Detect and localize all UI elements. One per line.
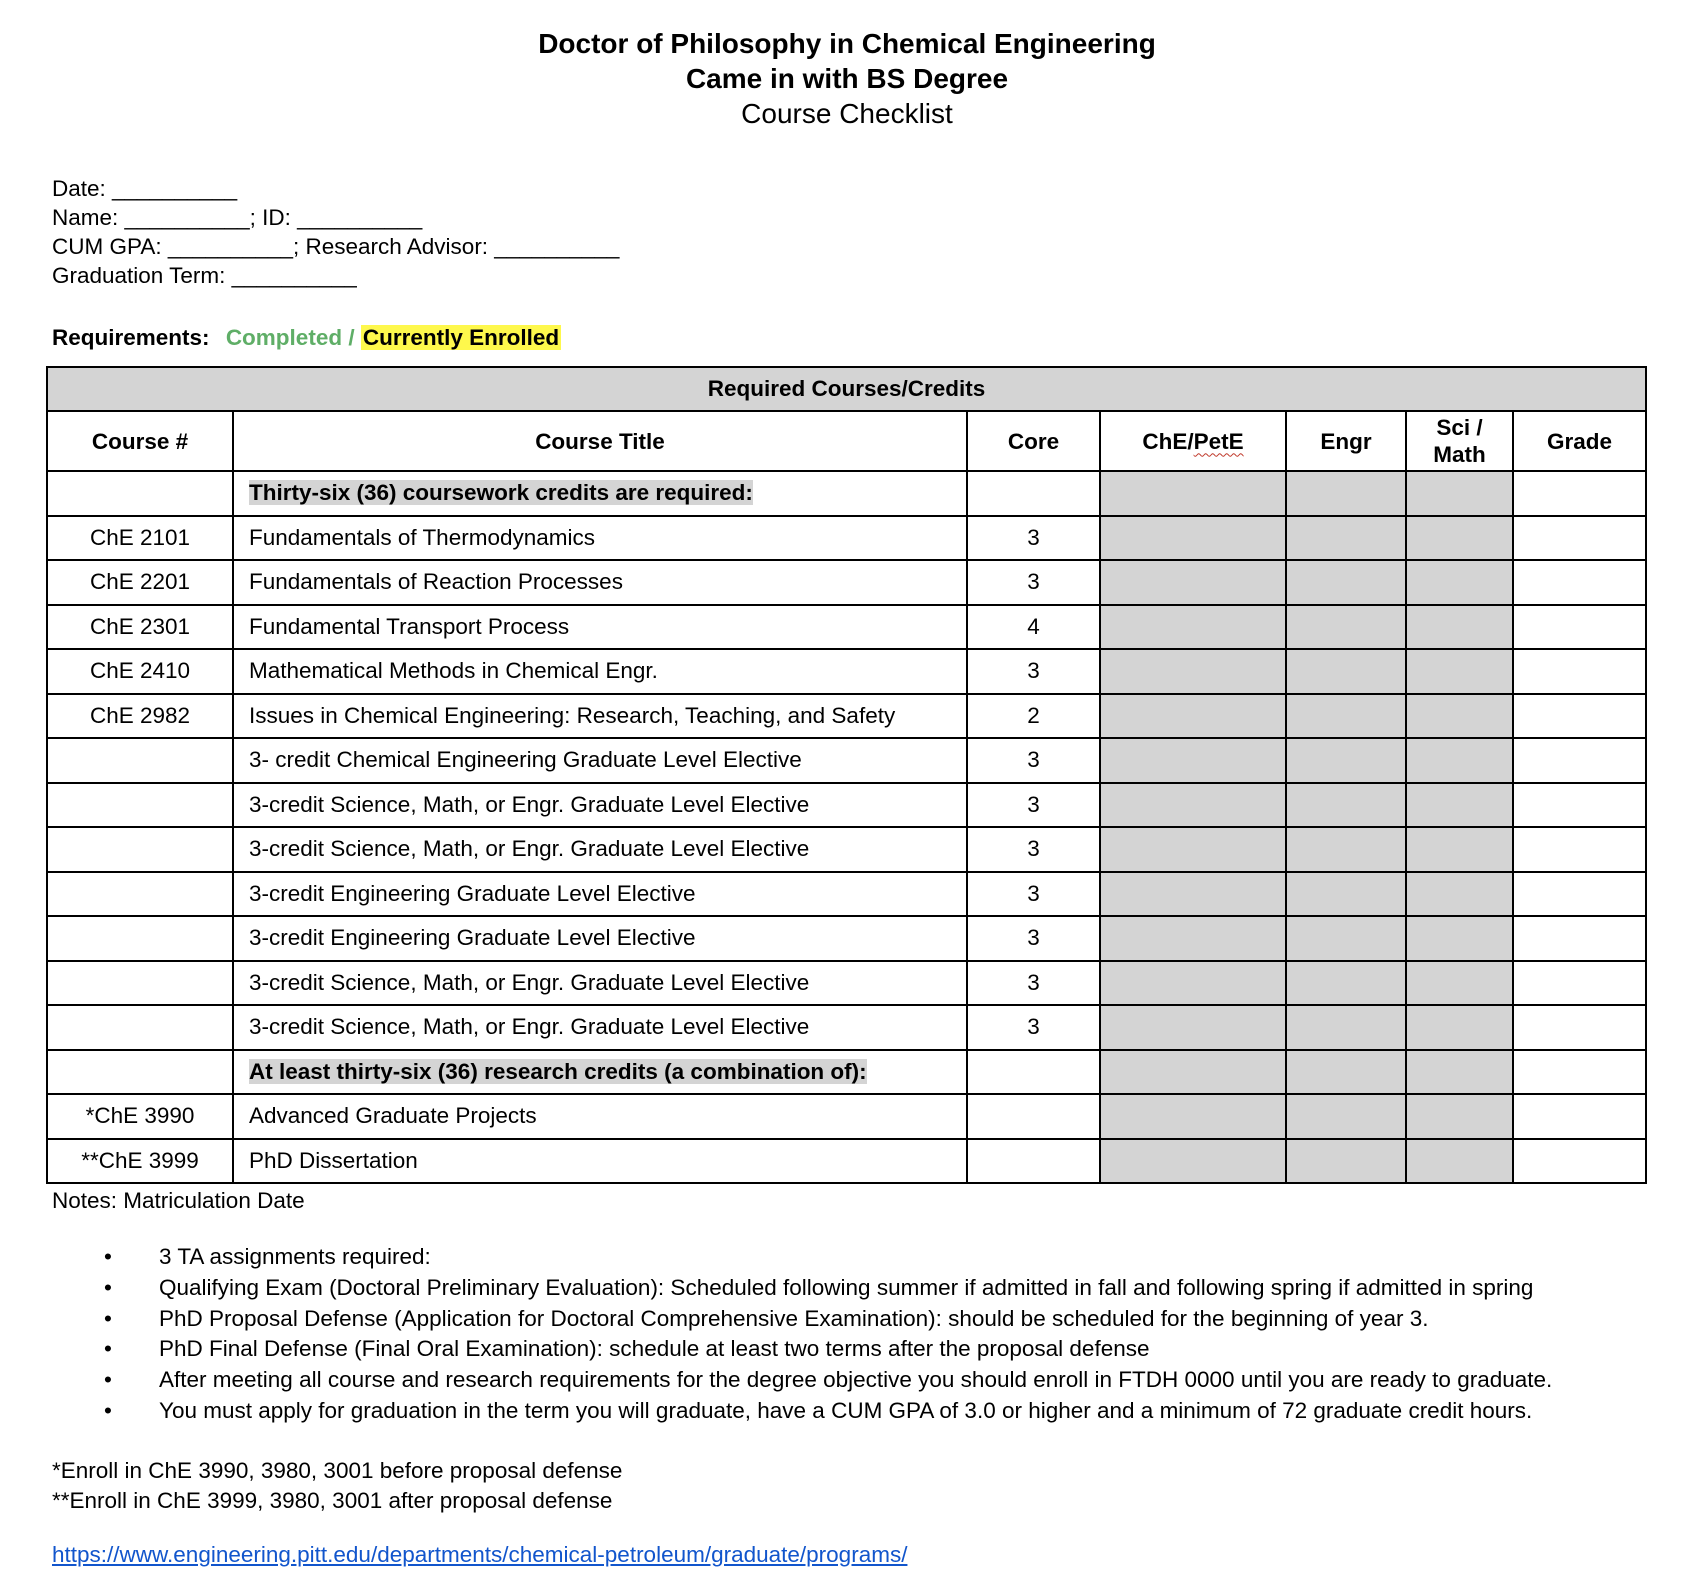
table-row [47,1139,1646,1184]
table-row [47,872,1646,917]
grade-cell [1513,1050,1646,1095]
grade-cell [1513,783,1646,828]
grade-cell [1513,605,1646,650]
col-core: Core [967,411,1100,471]
core-credits: 3 [967,649,1100,694]
bullet-icon: • [104,1336,112,1362]
coursework-heading: Thirty-six (36) coursework credits are required: [249,480,753,506]
grade-cell [1513,1005,1646,1050]
requirements-label: Requirements: [52,325,210,350]
grade-cell [1513,738,1646,783]
list-item [52,1365,1552,1396]
table-row [47,916,1646,961]
core-credits [967,1139,1100,1184]
col-engr: Engr [1286,411,1406,471]
course-title: Mathematical Methods in Chemical Engr. [233,649,967,694]
course-title: Advanced Graduate Projects [233,1094,967,1139]
document-title-block [0,26,1694,131]
completed-legend: Completed / [225,325,355,350]
graduation-term-field: Graduation Term: __________ [52,263,357,288]
course-number: **ChE 3999 [47,1139,233,1184]
checklist-title: Course Checklist [741,98,953,129]
col-che-pete [1100,411,1286,471]
core-credits: 3 [967,1005,1100,1050]
list-item [52,1334,1552,1365]
course-number [47,783,233,828]
list-item [52,1304,1552,1335]
core-credits: 3 [967,961,1100,1006]
table-row [47,738,1646,783]
requirements-legend [52,325,561,351]
grade-cell [1513,1094,1646,1139]
core-credits: 3 [967,872,1100,917]
core-credits: 3 [967,916,1100,961]
note-text: You must apply for graduation in the term you will graduate, have a CUM GPA of 3.0 or higher and a minimum of 72 graduate credit hours. [159,1397,1533,1423]
col-sci-math [1406,411,1513,471]
course-number: ChE 2301 [47,605,233,650]
required-courses-table [46,366,1647,1184]
degree-subtitle: Came in with BS Degree [685,63,1009,94]
course-number: ChE 2101 [47,516,233,561]
program-link[interactable]: https://www.engineering.pitt.edu/departments/chemical-petroleum/graduate/programs/ [52,1542,908,1567]
course-number: *ChE 3990 [47,1094,233,1139]
gpa-advisor-field: CUM GPA: __________; Research Advisor: __________ [52,234,620,259]
col-sci-math-line1: Sci / [1436,415,1483,440]
list-item [52,1273,1552,1304]
research-heading: At least thirty-six (36) research credits (a combination of): [249,1058,867,1084]
research-heading-row [47,1050,1646,1095]
note-text: PhD Final Defense (Final Oral Examination): schedule at least two terms after the proposal defense [159,1336,1150,1362]
course-number [47,1005,233,1050]
bullet-icon: • [104,1397,112,1423]
enrolled-legend: Currently Enrolled [362,325,560,350]
grade-cell [1513,1139,1646,1184]
course-number [47,872,233,917]
course-number: ChE 2201 [47,560,233,605]
footnote-single: *Enroll in ChE 3990, 3980, 3001 before proposal defense [52,1458,623,1483]
course-title: 3-credit Science, Math, or Engr. Graduate Level Elective [233,783,967,828]
table-row [47,961,1646,1006]
core-credits: 3 [967,560,1100,605]
course-title: Fundamental Transport Process [233,605,967,650]
grade-cell [1513,827,1646,872]
coursework-heading-row [47,471,1646,516]
date-field: Date: __________ [52,176,238,201]
note-text: After meeting all course and research requirements for the degree objective you should enroll in FTDH 0000 until you are ready to graduate. [159,1367,1553,1393]
course-title: Fundamentals of Reaction Processes [233,560,967,605]
course-number [47,827,233,872]
col-course-num: Course # [47,411,233,471]
core-credits: 3 [967,827,1100,872]
table-row [47,649,1646,694]
bullet-icon: • [104,1305,112,1331]
grade-cell [1513,471,1646,516]
grade-cell [1513,872,1646,917]
course-title: 3-credit Science, Math, or Engr. Graduate Level Elective [233,961,967,1006]
col-che-pete-prefix: ChE/ [1142,428,1194,454]
grade-cell [1513,916,1646,961]
grade-cell [1513,649,1646,694]
core-credits: 2 [967,694,1100,739]
note-text: Qualifying Exam (Doctoral Preliminary Evaluation): Scheduled following summer if admitted in fall and following spring if admitted in spring [159,1274,1534,1300]
footnotes [52,1456,622,1515]
table-banner: Required Courses/Credits [47,367,1646,411]
list-item [52,1242,1552,1273]
col-course-title: Course Title [233,411,967,471]
table-row [47,560,1646,605]
course-title: 3-credit Engineering Graduate Level Elective [233,872,967,917]
course-title: 3- credit Chemical Engineering Graduate Level Elective [233,738,967,783]
footnote-double: **Enroll in ChE 3999, 3980, 3001 after proposal defense [52,1487,613,1513]
list-item [52,1396,1552,1427]
course-title: 3-credit Science, Math, or Engr. Graduate Level Elective [233,1005,967,1050]
course-title: 3-credit Engineering Graduate Level Elective [233,916,967,961]
grade-cell [1513,961,1646,1006]
student-info-fields [52,174,619,290]
course-number: ChE 2982 [47,694,233,739]
course-title: Fundamentals of Thermodynamics [233,516,967,561]
note-text: PhD Proposal Defense (Application for Doctoral Comprehensive Examination): should be scheduled for the beginning of year 3. [159,1305,1429,1331]
notes-label: Notes: Matriculation Date [52,1188,305,1213]
course-title: Issues in Chemical Engineering: Research, Teaching, and Safety [233,694,967,739]
table-row [47,694,1646,739]
core-credits [967,1094,1100,1139]
course-number: ChE 2410 [47,649,233,694]
core-credits: 4 [967,605,1100,650]
grade-cell [1513,560,1646,605]
table-row [47,605,1646,650]
col-che-pete-suffix: PetE [1193,428,1244,454]
course-title: PhD Dissertation [233,1139,967,1184]
core-credits: 3 [967,738,1100,783]
table-row [47,783,1646,828]
table-row [47,516,1646,561]
table-row [47,1005,1646,1050]
bullet-icon: • [104,1274,112,1300]
course-number [47,961,233,1006]
course-title: 3-credit Science, Math, or Engr. Graduate Level Elective [233,827,967,872]
bullet-icon: • [104,1244,112,1269]
col-grade: Grade [1513,411,1646,471]
notes-list [52,1242,1552,1427]
course-number [47,916,233,961]
core-credits: 3 [967,783,1100,828]
core-credits: 3 [967,516,1100,561]
note-text: 3 TA assignments required: [159,1244,431,1269]
table-row [47,1094,1646,1139]
grade-cell [1513,516,1646,561]
col-sci-math-line2: Math [1433,442,1486,467]
table-row [47,827,1646,872]
degree-title: Doctor of Philosophy in Chemical Engineering [538,28,1156,59]
name-id-field: Name: __________; ID: __________ [52,205,423,230]
course-number [47,738,233,783]
bullet-icon: • [104,1367,112,1393]
grade-cell [1513,694,1646,739]
